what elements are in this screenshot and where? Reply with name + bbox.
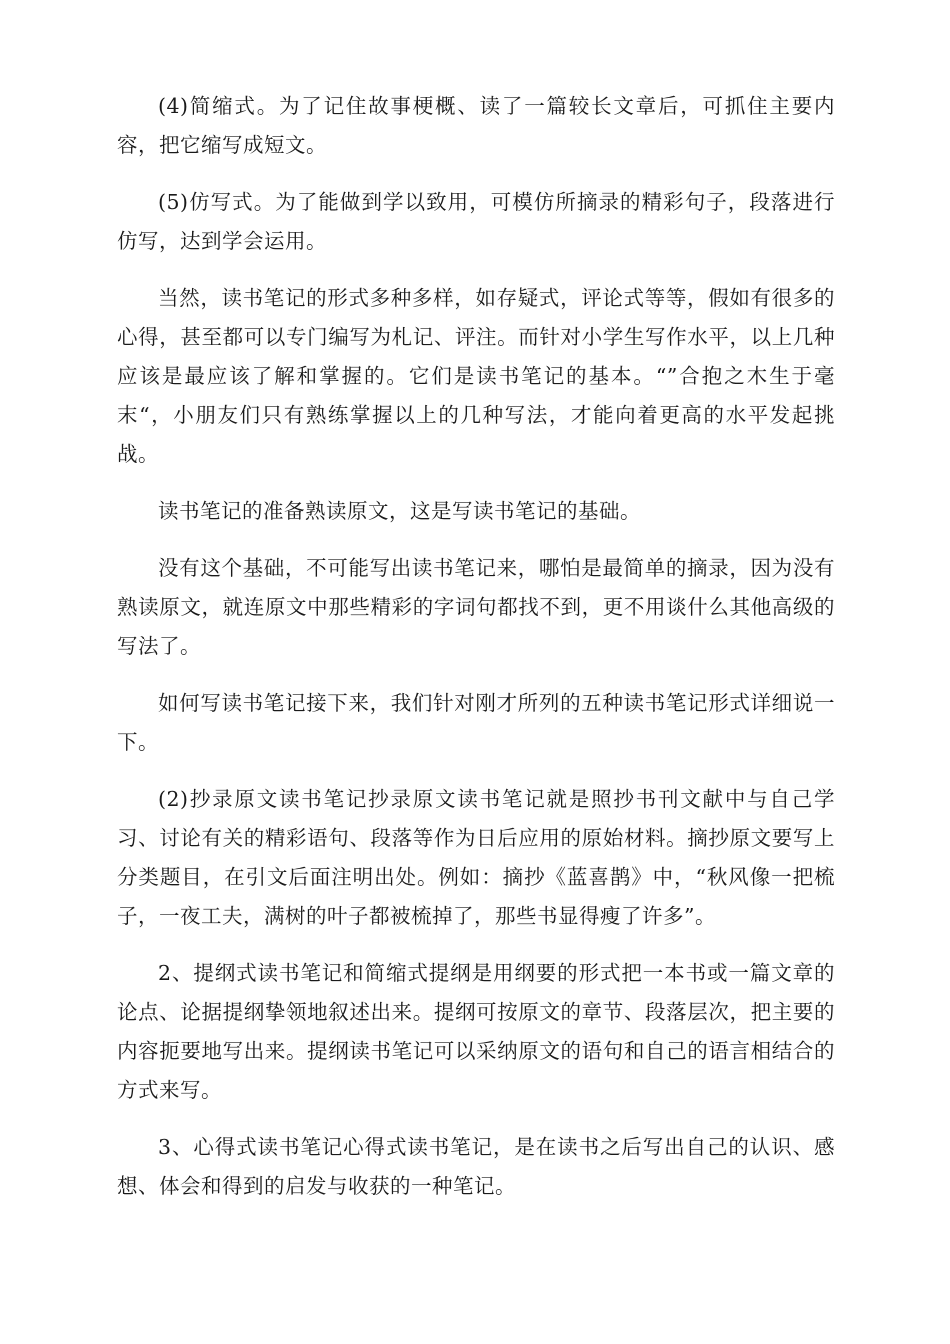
paragraph-reflection-notes: 3、心得式读书笔记心得式读书笔记，是在读书之后写出自己的认识、感想、体会和得到的启发与收获的一种笔记。 xyxy=(117,1135,835,1198)
paragraph-preparation: 读书笔记的准备熟读原文，这是写读书笔记的基础。 xyxy=(158,499,641,523)
document-body xyxy=(117,87,835,1224)
paragraph-foundation: 没有这个基础，不可能写出读书笔记来，哪怕是最简单的摘录，因为没有熟读原文，就连原文中那些精彩的字词句都找不到，更不用谈什么其他高级的写法了。 xyxy=(117,556,835,658)
paragraph-forms-summary: 当然，读书笔记的形式多种多样，如存疑式，评论式等等，假如有很多的心得，甚至都可以专门编写为札记、评注。而针对小学生写作水平，以上几种应该是最应该了解和掌握的。它们是读书笔记的基本。“”合抱之木生于毫末“，小朋友们只有熟练掌握以上的几种写法，才能向着更高的水平发起挑战。 xyxy=(117,286,835,466)
paragraph-outline-notes: 2、提纲式读书笔记和简缩式提纲是用纲要的形式把一本书或一篇文章的论点、论据提纲挚领地叙述出来。提纲可按原文的章节、段落层次，把主要的内容扼要地写出来。提纲读书笔记可以采纳原文的语句和自己的语言相结合的方式来写。 xyxy=(117,961,835,1102)
paragraph-excerpt-notes: (2)抄录原文读书笔记抄录原文读书笔记就是照抄书刊文献中与自己学习、讨论有关的精彩语句、段落等作为日后应用的原始材料。摘抄原文要写上分类题目，在引文后面注明出处。例如：摘抄《蓝喜鹊》中，“秋风像一把梳子，一夜工夫，满树的叶子都被梳掉了，那些书显得瘦了许多”。 xyxy=(117,787,835,928)
paragraph-imitation-form: (5)仿写式。为了能做到学以致用，可模仿所摘录的精彩句子，段落进行仿写，达到学会运用。 xyxy=(117,190,835,253)
paragraph-condensed-form: (4)简缩式。为了记住故事梗概、读了一篇较长文章后，可抓住主要内容，把它缩写成短文。 xyxy=(117,94,835,157)
paragraph-how-to-write: 如何写读书笔记接下来，我们针对刚才所列的五种读书笔记形式详细说一下。 xyxy=(117,691,835,754)
